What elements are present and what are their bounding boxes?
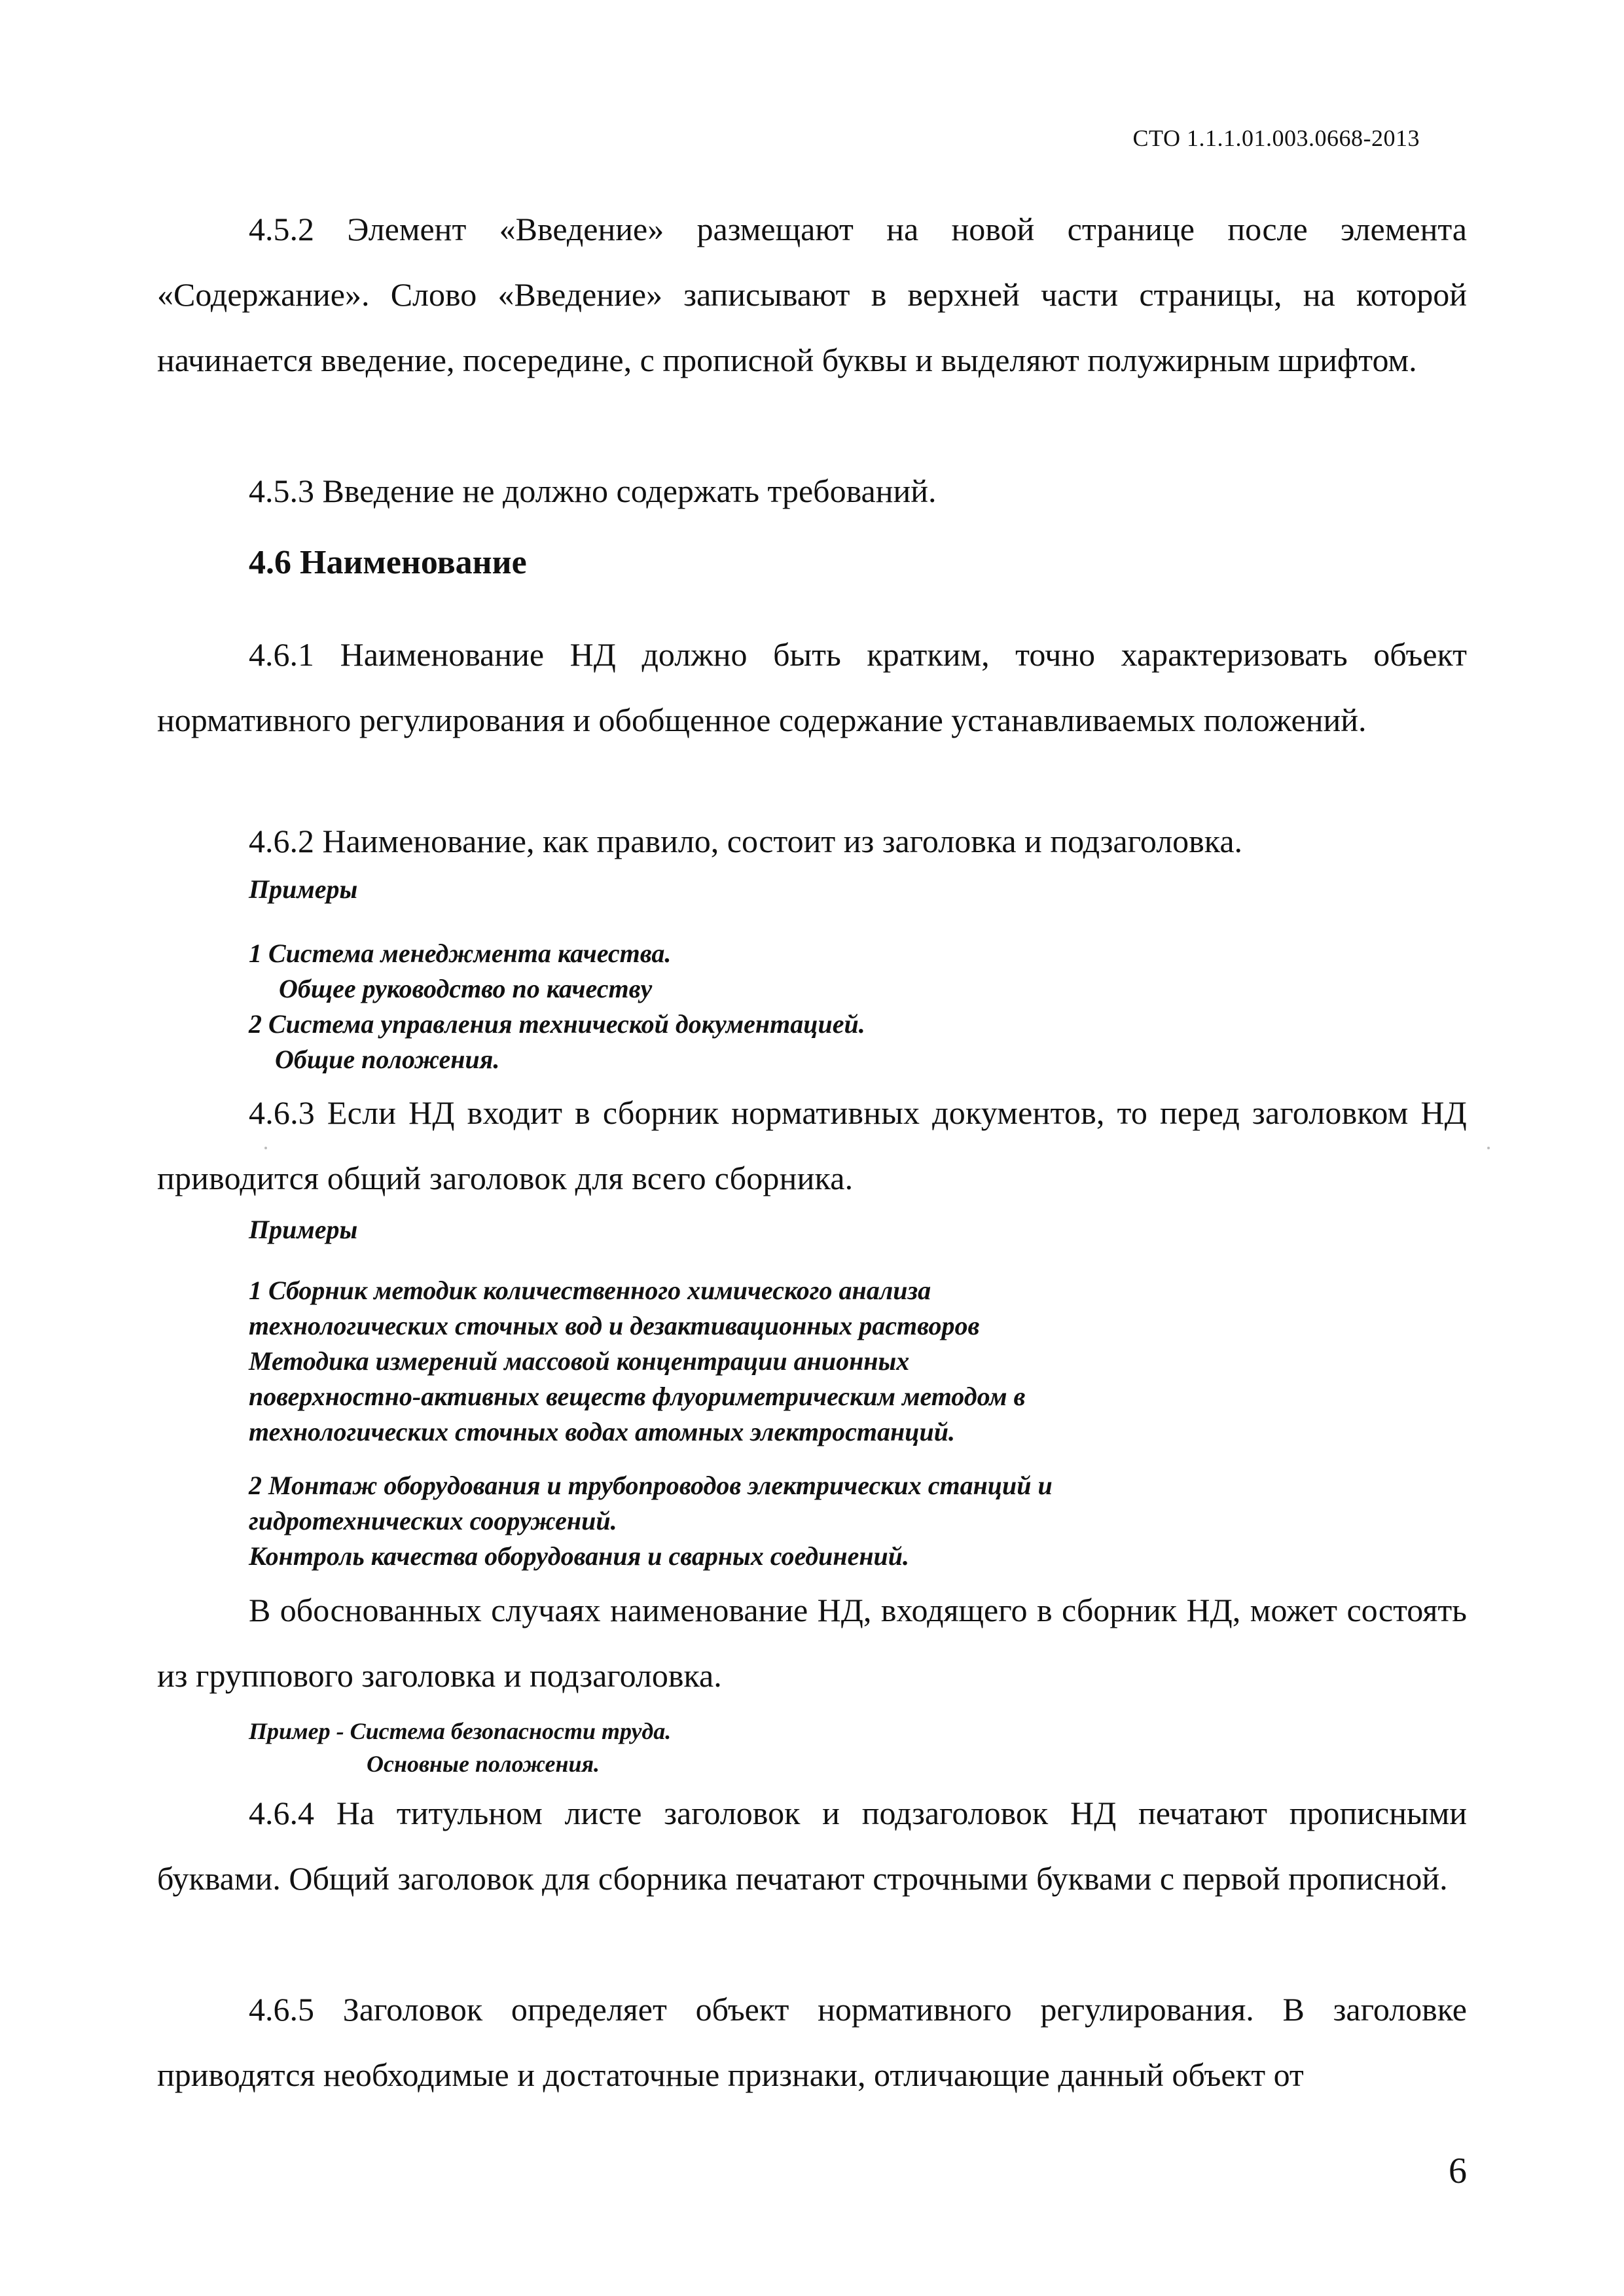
paragraph-4-6-4: 4.6.4 На титульном листе заголовок и подзаголовок НД печатают прописными буквами. Общий заголовок для сборника печатают строчными буквами с первой прописной. (157, 1795, 1467, 1897)
example-line: поверхностно-активных веществ флуориметрическим методом в (249, 1382, 1026, 1411)
paragraph-4-5-3: 4.5.3 Введение не должно содержать требований. (249, 473, 937, 509)
example-line: 2 Система управления технической документацией. (249, 1009, 865, 1039)
examples-label: Примеры (249, 874, 358, 904)
examples-label: Примеры (249, 1215, 358, 1244)
example-line: 1 Система менеджмента качества. (249, 939, 672, 968)
example-line: Методика измерений массовой концентрации анионных (249, 1346, 910, 1376)
paragraph-4-6-3: 4.6.3 Если НД входит в сборник нормативных документов, то перед заголовком НД приводится общий заголовок для всего сборника. (157, 1094, 1467, 1196)
example-line: Пример - Система безопасности труда. (249, 1718, 672, 1744)
scan-speck (264, 1147, 267, 1149)
example-single (249, 1715, 671, 1780)
example-line: Контроль качества оборудования и сварных соединений. (249, 1541, 910, 1571)
document-code: СТО 1.1.1.01.003.0668-2013 (1132, 125, 1420, 151)
paragraph-4-6-1: 4.6.1 Наименование НД должно быть кратким, точно характеризовать объект нормативного регулирования и обобщенное содержание устанавливаемых положений. (157, 636, 1467, 738)
scan-speck (1487, 1147, 1490, 1149)
example-line: Основные положения. (367, 1751, 600, 1777)
example-group-2 (249, 1468, 1053, 1574)
paragraph-4-5-2: 4.5.2 Элемент «Введение» размещают на новой странице после элемента «Содержание». Слово «Введение» записывают в верхней части страницы, на которой начинается введение, посередине, с прописной буквы и выделяют полужирным шрифтом. (157, 211, 1467, 378)
examples-list-1 (249, 936, 865, 1077)
paragraph-group-title-note: В обоснованных случаях наименование НД, входящего в сборник НД, может состоять из группового заголовка и подзаголовка. (157, 1592, 1467, 1694)
page-number: 6 (1449, 2151, 1467, 2191)
example-line: 1 Сборник методик количественного химического анализа (249, 1276, 931, 1305)
example-line: 2 Монтаж оборудования и трубопроводов электрических станций и (249, 1471, 1053, 1500)
example-line: гидротехнических сооружений. (249, 1506, 617, 1535)
examples-list-2 (249, 1273, 1053, 1574)
example-line: технологических сточных водах атомных электростанций. (249, 1417, 955, 1446)
example-line: Общие положения. (275, 1045, 500, 1074)
example-line: Общее руководство по качеству (279, 974, 653, 1003)
paragraph-4-6-2: 4.6.2 Наименование, как правило, состоит из заголовка и подзаголовка. (249, 823, 1243, 859)
section-heading-4-6: 4.6 Наименование (249, 544, 527, 581)
example-group-1 (249, 1273, 1053, 1450)
example-line: технологических сточных вод и дезактивационных растворов (249, 1311, 980, 1340)
paragraph-4-6-5: 4.6.5 Заголовок определяет объект нормативного регулирования. В заголовке приводятся необходимые и достаточные признаки, отличающие данный объект от (157, 1991, 1467, 2093)
